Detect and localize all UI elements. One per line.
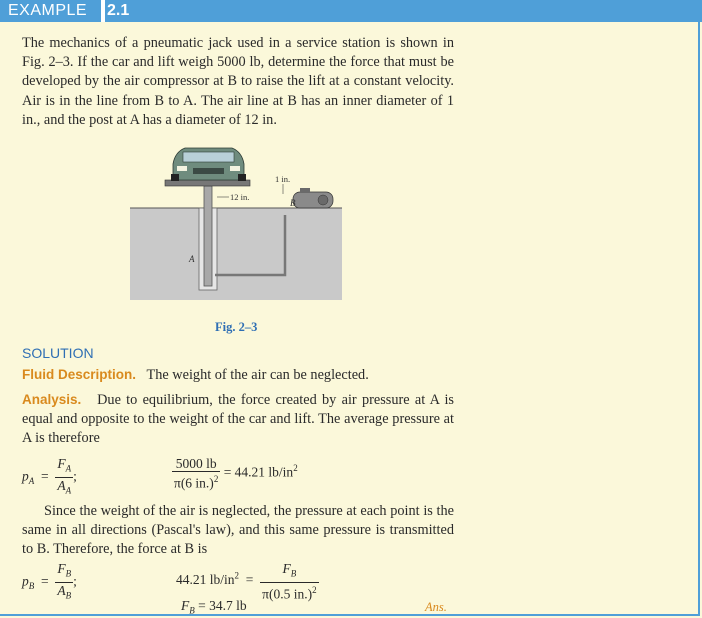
eq2-mid-sup: 2 xyxy=(234,570,240,581)
eq2-lhs: p xyxy=(22,573,29,589)
equation-fb xyxy=(181,598,247,616)
ground-section xyxy=(130,208,342,300)
pascal-paragraph: Since the weight of the air is neglected, the pressure at each point is the same in all directions (Pascal's law), and this same pressure is transmitted to B. Therefore, the force at B is xyxy=(22,503,454,558)
eq1-rhs-den-sup: 2 xyxy=(213,474,219,484)
eq2-num-sub: B xyxy=(65,568,72,579)
eq1-rhs-num: 5000 lb xyxy=(172,456,220,472)
eq1-den: A xyxy=(57,477,66,493)
analysis-keyword: Analysis. xyxy=(22,392,82,407)
eq2-fraction xyxy=(55,561,73,603)
eq2-den-sub: B xyxy=(65,590,72,601)
eq2-lhs-sub: B xyxy=(28,580,35,591)
eq1-rhs-den: π(6 in.) xyxy=(174,475,214,491)
header-separator xyxy=(101,0,105,22)
figure-caption: Fig. 2–3 xyxy=(215,320,258,334)
label-1in: 1 in. xyxy=(275,174,291,184)
eq1-lhs-sub: A xyxy=(28,475,35,486)
equation-pa: $p_A$ = $\frac{F_A}{A_A}$ ; xyxy=(22,456,77,498)
eq1-result: = 44.21 lb/in xyxy=(223,464,294,480)
eq3-rhs: = 34.7 lb xyxy=(198,598,247,613)
eq2-rhs-num-sub: B xyxy=(290,568,297,579)
eq3-lhs-sub: B xyxy=(189,605,195,616)
label-b: B xyxy=(290,198,296,208)
car-icon xyxy=(171,148,246,181)
fluid-text: The weight of the air can be neglected. xyxy=(146,367,369,383)
eq3-lhs: F xyxy=(181,598,190,613)
eq1-result-sup: 2 xyxy=(293,462,298,473)
lift-post xyxy=(204,186,212,286)
eq1-rhs-fraction xyxy=(172,456,220,491)
solution-heading: SOLUTION xyxy=(22,345,94,361)
analysis-paragraph xyxy=(22,390,454,449)
eq2-num: F xyxy=(57,561,66,576)
eq2-rhs-den-sup: 2 xyxy=(312,584,317,595)
eq2-mid: 44.21 lb/in xyxy=(176,572,235,588)
compressor-icon xyxy=(293,188,333,208)
eq1-fraction xyxy=(55,456,73,498)
eq1-num: F xyxy=(57,456,66,471)
example-header-bar xyxy=(0,0,702,22)
example-label: EXAMPLE xyxy=(0,0,95,22)
answer-label: Ans. xyxy=(425,600,447,614)
label-a: A xyxy=(189,254,195,264)
fluid-keyword: Fluid Description. xyxy=(22,367,137,382)
problem-statement: The mechanics of a pneumatic jack used in a service station is shown in Fig. 2–3. If the car and lift weigh 5000 lb, determine the force that must be developed by the air compressor at B to raise the lift at a constant velocity. Air is in the line from B to A. The air line at B has an inner diameter of 1 in., and the post at A has a diameter of 12 in. xyxy=(22,35,454,128)
eq1-den-sub: A xyxy=(65,485,72,496)
eq2-rhs-den: π(0.5 in.) xyxy=(262,586,313,602)
example-number: 2.1 xyxy=(107,2,130,19)
pneumatic-jack-figure xyxy=(125,130,355,300)
equation-pa-value xyxy=(172,456,298,491)
label-12in: 12 in. xyxy=(230,192,250,202)
eq1-lhs: p xyxy=(22,468,29,484)
analysis-text: Due to equilibrium, the force created by air pressure at A is equal and opposite to the weight of the car and lift. The average pressure at A is therefore xyxy=(22,392,454,447)
eq2-den: A xyxy=(57,582,66,598)
fluid-description xyxy=(22,365,454,385)
equation-pb-value: 44.21 $lb/in^2$ = $\frac{F_B}{\pi(0.5 in.)^2}$ xyxy=(176,561,317,602)
eq2-rhs-num: F xyxy=(282,561,291,576)
eq2-rhs-fraction xyxy=(260,561,318,601)
eq1-num-sub: A xyxy=(65,463,72,474)
equation-pb: $p_B$ = $\frac{F_B}{A_B}$ ; xyxy=(22,561,77,603)
